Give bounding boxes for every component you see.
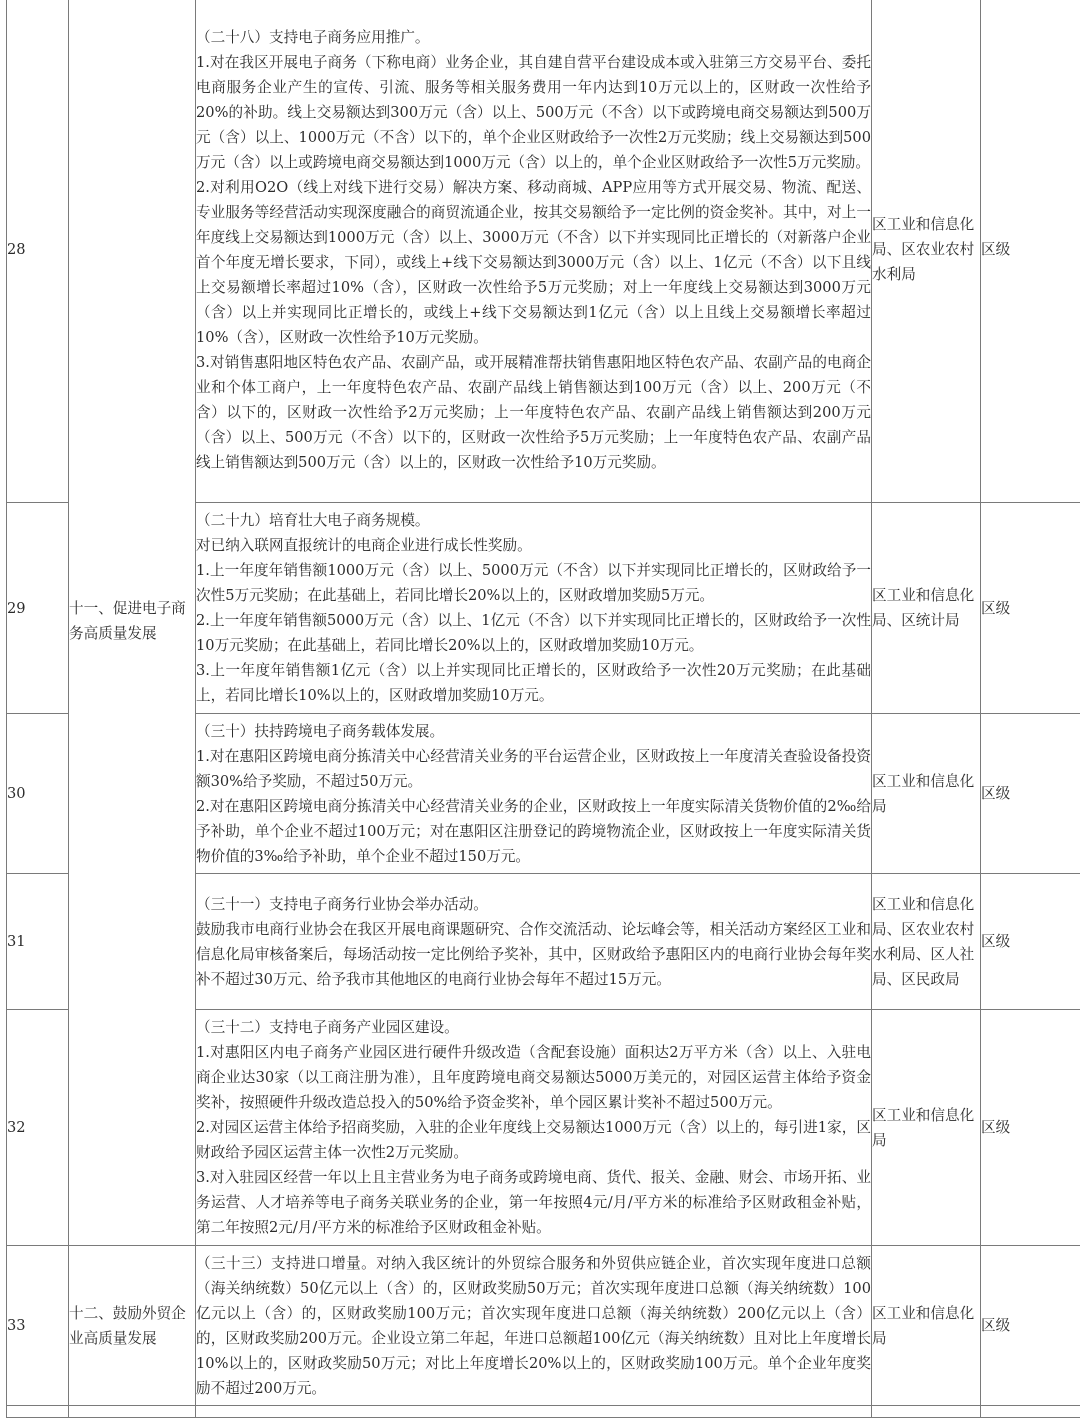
level-cell: 区级	[981, 714, 1080, 874]
policy-paragraph: 2.对在惠阳区跨境电商分拣清关中心经营清关业务的企业，区财政按上一年度实际清关货物价值的2‰给予补助，单个企业不超过100万元；对在惠阳区注册登记的跨境物流企业，区财政按上一年度实际清关货物价值的3‰给予补助，单个企业不超过150万元。	[196, 794, 871, 869]
policy-table	[6, 0, 1080, 1418]
policy-heading: （二十八）支持电子商务应用推广。	[196, 25, 871, 50]
policy-content	[196, 714, 872, 874]
policy-paragraph: 2.对园区运营主体给予招商奖励，入驻的企业年度线上交易额达1000万元（含）以上的，每引进1家，区财政给予园区运营主体一次性2万元奖励。	[196, 1115, 871, 1165]
policy-heading: （三十一）支持电子商务行业协会举办活动。	[196, 892, 871, 917]
policy-heading: （三十）扶持跨境电子商务载体发展。	[196, 719, 871, 744]
policy-paragraph: 1.对在惠阳区跨境电商分拣清关中心经营清关业务的平台运营企业，区财政按上一年度清关查验设备投资额30%给予奖励，不超过50万元。	[196, 744, 871, 794]
policy-heading: （三十三）支持进口增量。对纳入我区统计的外贸综合服务和外贸供应链企业，首次实现年度进口总额（海关纳统数）50亿元以上（含）的，区财政奖励50万元；首次实现年度进口总额（海关纳统数）100亿元以上（含）的，区财政奖励100万元；首次实现年度进口总额（海关纳统数）200亿元以上（含）的，区财政奖励200万元。企业设立第二年起，年进口总额超100亿元（海关纳统数）且对比上年度增长10%以上的，区财政奖励50万元；对比上年度增长20%以上的，区财政奖励100万元。单个企业年度奖励不超过200万元。	[196, 1251, 871, 1401]
category-label: 十二、鼓励外贸企业高质量发展	[69, 1301, 195, 1351]
department-cell: 区工业和信息化局	[872, 1010, 981, 1246]
table-row-next	[7, 1406, 1080, 1418]
policy-content	[196, 0, 872, 503]
policy-paragraph: 1.对惠阳区内电子商务产业园区进行硬件升级改造（含配套设施）面积达2万平方米（含）以上、入驻电商企业达30家（以工商注册为准），且年度跨境电商交易额达5000万美元的，对园区运营主体给予资金奖补，按照硬件升级改造总投入的50%给予资金奖补，单个园区累计奖补不超过500万元。	[196, 1040, 871, 1115]
policy-paragraph: 1.对在我区开展电子商务（下称电商）业务企业，其自建自营平台建设成本或入驻第三方交易平台、委托电商服务企业产生的宣传、引流、服务等相关服务费用一年内达到10万元以上的，区财政一次性给予20%的补助。线上交易额达到300万元（含）以上、500万元（不含）以下或跨境电商交易额达到500万元（含）以上、1000万元（不含）以下的，单个企业区财政给予一次性2万元奖励；线上交易额达到500万元（含）以上或跨境电商交易额达到1000万元（含）以上的，单个企业区财政给予一次性5万元奖励。	[196, 50, 871, 175]
row-number: 28	[7, 0, 69, 503]
category-cell	[69, 0, 196, 1246]
policy-paragraph: 鼓励我市电商行业协会在我区开展电商课题研究、合作交流活动、论坛峰会等，相关活动方案经区工业和信息化局审核备案后，每场活动按一定比例给予奖补，其中，区财政给予惠阳区内的电商行业协会每年奖补不超过30万元、给予我市其他地区的电商行业协会每年不超过15万元。	[196, 917, 871, 992]
department-cell: 区工业和信息化局	[872, 714, 981, 874]
policy-content	[196, 503, 872, 714]
policy-paragraph: 1.上一年度年销售额1000万元（含）以上、5000万元（不含）以下并实现同比正增长的，区财政给予一次性5万元奖励；在此基础上，若同比增长20%以上的，区财政增加奖励5万元。	[196, 558, 871, 608]
policy-paragraph: 对已纳入联网直报统计的电商企业进行成长性奖励。	[196, 533, 871, 558]
policy-paragraph: 3.上一年度年销售额1亿元（含）以上并实现同比正增长的，区财政给予一次性20万元奖励；在此基础上，若同比增长10%以上的，区财政增加奖励10万元。	[196, 658, 871, 708]
category-cell	[69, 1246, 196, 1406]
policy-heading: （三十二）支持电子商务产业园区建设。	[196, 1015, 871, 1040]
row-number: 30	[7, 714, 69, 874]
policy-content	[196, 874, 872, 1010]
level-cell: 区级	[981, 1246, 1080, 1406]
level-cell: 区级	[981, 1010, 1080, 1246]
table-row	[7, 1246, 1080, 1406]
table-row	[7, 0, 1080, 503]
row-number: 33	[7, 1246, 69, 1406]
department-cell: 区工业和信息化局、区农业农村水利局、区人社局、区民政局	[872, 874, 981, 1010]
level-cell: 区级	[981, 0, 1080, 503]
department-cell: 区工业和信息化局、区农业农村水利局	[872, 0, 981, 503]
policy-paragraph: 2.上一年度年销售额5000万元（含）以上、1亿元（不含）以下并实现同比正增长的，区财政给予一次性10万元奖励；在此基础上，若同比增长20%以上的，区财政增加奖励10万元。	[196, 608, 871, 658]
row-number: 32	[7, 1010, 69, 1246]
department-cell: 区工业和信息化局、区统计局	[872, 503, 981, 714]
policy-paragraph: 2.对利用O2O（线上对线下进行交易）解决方案、移动商城、APP应用等方式开展交易、物流、配送、专业服务等经营活动实现深度融合的商贸流通企业，按其交易额给予一定比例的资金奖补。其中，对上一年度线上交易额达到1000万元（含）以上、3000万元（不含）以下并实现同比正增长的（对新落户企业首个年度无增长要求，下同），或线上+线下交易额达到3000万元（含）以上、1亿元（不含）以下且线上交易额增长率超过10%（含），区财政一次性给予5万元奖励；对上一年度线上交易额达到3000万元（含）以上并实现同比正增长的，或线上+线下交易额达到1亿元（含）以上且线上交易额增长率超过10%（含），区财政一次性给予10万元奖励。	[196, 175, 871, 350]
row-number: 31	[7, 874, 69, 1010]
policy-heading: （二十九）培育壮大电子商务规模。	[196, 508, 871, 533]
policy-paragraph: 3.对入驻园区经营一年以上且主营业务为电子商务或跨境电商、货代、报关、金融、财会、市场开拓、业务运营、人才培养等电子商务关联业务的企业，第一年按照4元/月/平方米的标准给予区财政租金补贴，第二年按照2元/月/平方米的标准给予区财政租金补贴。	[196, 1165, 871, 1240]
category-label: 十一、促进电子商务高质量发展	[69, 596, 195, 646]
policy-content	[196, 1010, 872, 1246]
row-number: 29	[7, 503, 69, 714]
level-cell: 区级	[981, 874, 1080, 1010]
level-cell: 区级	[981, 503, 1080, 714]
department-cell: 区工业和信息化局	[872, 1246, 981, 1406]
policy-paragraph: 3.对销售惠阳地区特色农产品、农副产品，或开展精准帮扶销售惠阳地区特色农产品、农副产品的电商企业和个体工商户，上一年度特色农产品、农副产品线上销售额达到100万元（含）以上、200万元（不含）以下的，区财政一次性给予2万元奖励；上一年度特色农产品、农副产品线上销售额达到200万元（含）以上、500万元（不含）以下的，区财政一次性给予5万元奖励；上一年度特色农产品、农副产品线上销售额达到500万元（含）以上的，区财政一次性给予10万元奖励。	[196, 350, 871, 475]
policy-content	[196, 1246, 872, 1406]
